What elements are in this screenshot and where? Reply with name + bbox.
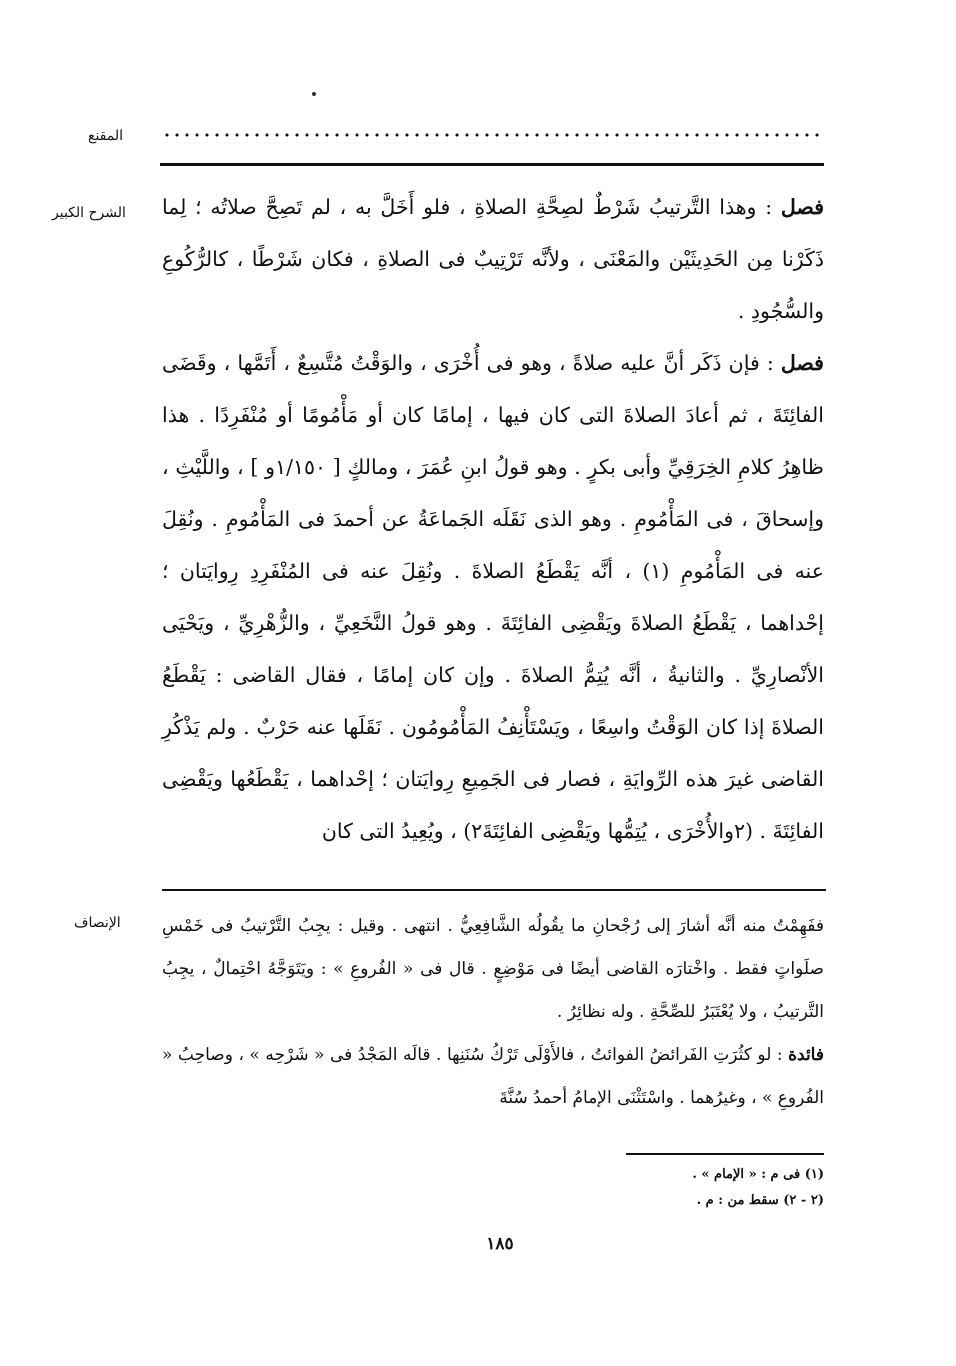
sharh-paragraph-1 (162, 181, 824, 337)
insaf-paragraph-2 (162, 1034, 824, 1120)
paragraph-text: : فإن ذَكَر أنَّ عليه صلاةً ، وهو فى أُخْرَى ، والوَقْتُ مُتَّسِعٌ ، أَتَمَّها ، وقَضَى الفائِتَةَ ، ثم أعادَ الصلاةَ التى كان فيها ، إمامًا كان أو مَأْمُومًا أو مُنْفَرِدًا . هذا ظاهِرُ كلامِ الخِرَقِيِّ وأبى بكرٍ . وهو قولُ ابنِ عُمَرَ ، ومالكٍ [ ١/١٥٠و ] ، واللَّيْثِ ، وإسحاقَ ، فى المَأْمُومِ . وهو الذى نَقَلَه الجَماعَةُ عن أحمدَ فى المَأْمُومِ . ونُقِلَ عنه فى المَأْمُومِ (١) ، أنَّه يَقْطَعُ الصلاةَ . ونُقِلَ عنه فى المُنْفَرِدِ رِوايَتان ؛ إحْداهما ، يَقْطَعُ الصلاةَ ويَقْضِى الفائِتَةَ . وهو قولُ النَّخَعِيِّ ، والزُّهْرِيِّ ، ويَحْيَى الأنْصارِيِّ . والثانيةُ ، أنَّه يُتِمُّ الصلاةَ . وإن كان إمامًا ، فقال القاضى : يَقْطَعُ الصلاةَ إذا كان الوَقْتُ واسِعًا ، ويَسْتَأْنِفُ المَأْمُومُون . نَقَلَها عنه حَرْبٌ . ولم يَذْكُرِ القاضى غيرَ هذه الرِّوايَةِ ، فصار فى الجَمِيعِ رِوايَتان ؛ إحْداهما ، يَقْطَعُها ويَقْضِى الفائِتَةَ . (٢والأُخْرَى ، يُتِمُّها ويَقْضِى الفائِتَةَ٢) ، ويُعِيدُ التى كان (162, 351, 824, 843)
dotted-leader (162, 130, 824, 140)
footnote-rule (626, 1153, 824, 1155)
insaf-margin-label: الإنصاف (74, 915, 121, 931)
paragraph-text: : وهذا التَّرتيبُ شَرْطٌ لصِحَّةِ الصلاةِ ، فلو أَخَلَّ به ، لم تَصِحَّ صلاتُه ؛ لِما ذَكَرْنا مِن الحَدِيثَيْن والمَعْنَى ، ولأنَّه تَرْتِيبٌ فى الصلاةِ ، فكان شَرْطًا ، كالرُّكُوعِ والسُّجُودِ . (162, 195, 824, 323)
running-header-title: المقنع (88, 128, 124, 144)
page-number: ١٨٥ (486, 1234, 514, 1254)
section-divider (162, 889, 826, 891)
footnotes (500, 1162, 824, 1214)
insaf-paragraph-1 (162, 905, 824, 1034)
paragraph-heading: فائدة (788, 1045, 824, 1065)
sharh-paragraph-2 (162, 337, 824, 857)
paragraph-heading: فصل (780, 195, 824, 219)
paragraph-text: ففَهِمْتُ منه أنَّه أشارَ إلى رُجْحانِ ما يقُولُه الشَّافِعِيُّ . انتهى . وقيل : يجِبُ التَّرْتيبُ فى خَمْسِ صلَواتٍ فقط . واخْتارَه القاضى أيضًا فى مَوْضِعٍ . قال فى « الفُروعِ » : ويَتَوَجَّهُ احْتِمالٌ ، يجِبُ التَّرتيبُ ، ولا يُعْتَبَرُ للصِّحَّةِ . وله نظائِرُ . (162, 916, 824, 1022)
footnote-1: (١) فى م : « الإمام » . (692, 1167, 824, 1182)
ink-speck (312, 92, 316, 96)
paragraph-heading: فصل (780, 351, 824, 375)
header-rule (160, 163, 824, 166)
sharh-margin-label: الشرح الكبير (52, 205, 126, 221)
paragraph-text: : لو كثُرَتِ الفَرائضُ الفوائتُ ، فالأَوْلَى تَرْكُ سُنَنِها . قالَه المَجْدُ فى « شَرْحِه » ، وصاحِبُ « الفُروعِ » ، وغيرُهما . واسْتَثْنَى الإمامُ أحمدُ سُنَّةَ (162, 1045, 824, 1108)
insaf-body (162, 905, 824, 1120)
sharh-body (162, 181, 824, 857)
footnote-2: (٢ - ٢) سقط من : م . (696, 1193, 824, 1208)
